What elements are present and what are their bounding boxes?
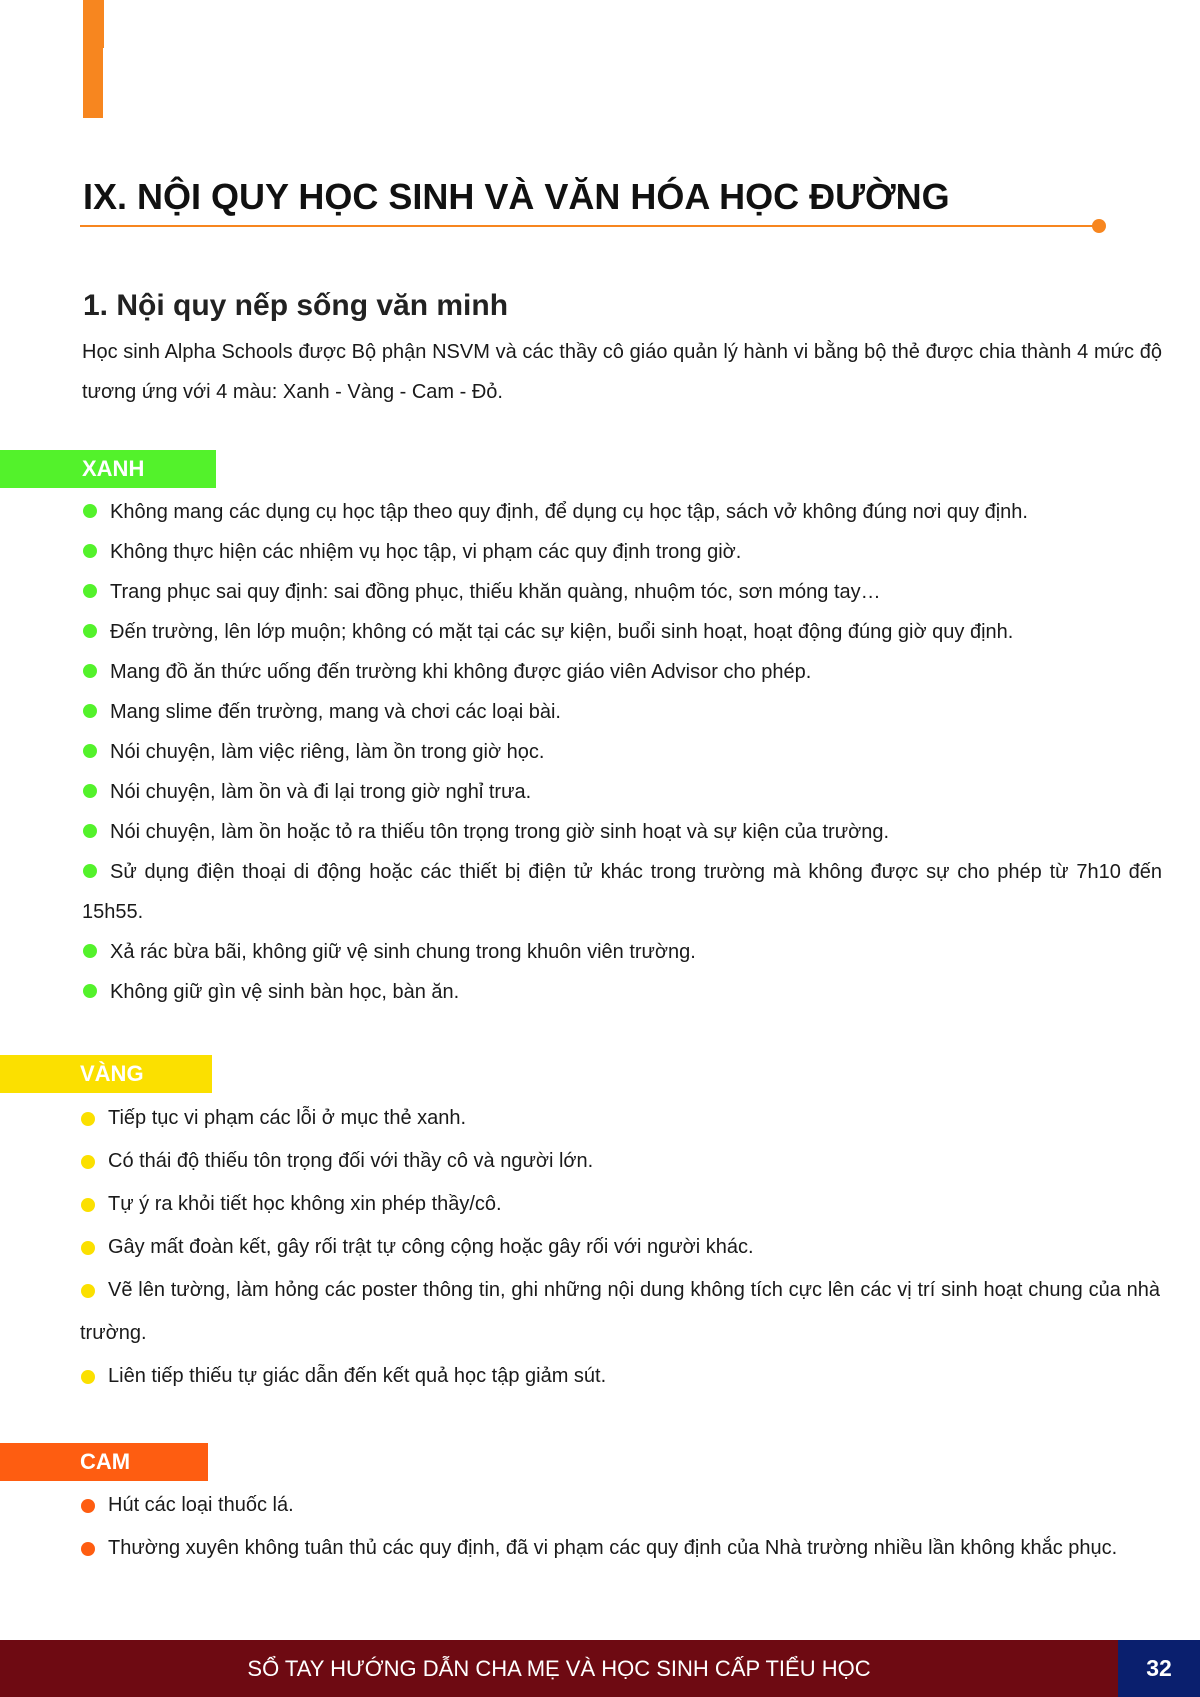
green-bullet-icon	[83, 784, 97, 798]
list-item	[80, 1226, 1160, 1269]
rule-text: Vẽ lên tường, làm hỏng các poster thông tin, ghi những nội dung không tích cực lên các vị trí sinh hoạt chung của nhà trường.	[80, 1279, 1160, 1344]
rule-text: Nói chuyện, làm ồn hoặc tỏ ra thiếu tôn trọng trong giờ sinh hoạt và sự kiện của trường.	[110, 821, 889, 843]
green-bullet-icon	[83, 864, 97, 878]
green-bullet-icon	[83, 584, 97, 598]
yellow-bullet-icon	[81, 1155, 95, 1169]
rule-text: Trang phục sai quy định: sai đồng phục, thiếu khăn quàng, nhuộm tóc, sơn móng tay…	[110, 581, 881, 603]
footer-title: SỔ TAY HƯỚNG DẪN CHA MẸ VÀ HỌC SINH CẤP TIỂU HỌC	[247, 1656, 871, 1681]
list-item	[80, 1097, 1160, 1140]
rule-text: Nói chuyện, làm việc riêng, làm ồn trong giờ học.	[110, 741, 545, 763]
level-label-green: XANH	[0, 450, 216, 488]
orange-bullet-icon	[81, 1542, 95, 1556]
green-bullet-icon	[83, 744, 97, 758]
green-bullet-icon	[83, 824, 97, 838]
orange-bullet-icon	[81, 1499, 95, 1513]
green-bullet-icon	[83, 944, 97, 958]
yellow-bullet-icon	[81, 1112, 95, 1126]
yellow-bullet-icon	[81, 1284, 95, 1298]
list-item	[82, 732, 1162, 772]
title-underline	[80, 225, 1100, 227]
green-bullet-icon	[83, 704, 97, 718]
green-bullet-icon	[83, 544, 97, 558]
yellow-bullet-icon	[81, 1241, 95, 1255]
list-item	[80, 1355, 1160, 1398]
list-item	[80, 1140, 1160, 1183]
rule-text: Mang đồ ăn thức uống đến trường khi không được giáo viên Advisor cho phép.	[110, 661, 812, 683]
rule-text: Gây mất đoàn kết, gây rối trật tự công cộng hoặc gây rối với người khác.	[108, 1236, 754, 1258]
yellow-bullet-icon	[81, 1198, 95, 1212]
list-item	[82, 972, 1162, 1012]
list-item	[82, 652, 1162, 692]
list-item	[80, 1527, 1160, 1570]
section-heading: 1. Nội quy nếp sống văn minh	[83, 289, 509, 322]
rule-list-green	[82, 492, 1162, 1012]
green-bullet-icon	[83, 984, 97, 998]
rule-text: Không giữ gìn vệ sinh bàn học, bàn ăn.	[110, 981, 460, 1003]
rule-text: Tiếp tục vi phạm các lỗi ở mục thẻ xanh.	[108, 1107, 467, 1129]
green-bullet-icon	[83, 504, 97, 518]
list-item	[82, 692, 1162, 732]
rule-text: Không thực hiện các nhiệm vụ học tập, vi phạm các quy định trong giờ.	[110, 541, 742, 563]
title-underline-dot	[1092, 219, 1106, 233]
rule-text: Không mang các dụng cụ học tập theo quy định, để dụng cụ học tập, sách vở không đúng nơi quy định.	[110, 501, 1028, 523]
rule-text: Sử dụng điện thoại di động hoặc các thiết bị điện tử khác trong trường mà không được sự cho phép từ 7h10 đến 15h55.	[82, 861, 1162, 923]
list-item	[82, 932, 1162, 972]
list-item	[82, 492, 1162, 532]
intro-paragraph: Học sinh Alpha Schools được Bộ phận NSVM và các thầy cô giáo quản lý hành vi bằng bộ thẻ được chia thành 4 mức độ tương ứng với 4 màu: Xanh - Vàng - Cam - Đỏ.	[82, 341, 1162, 403]
rule-text: Liên tiếp thiếu tự giác dẫn đến kết quả học tập giảm sút.	[108, 1365, 607, 1387]
rule-text: Đến trường, lên lớp muộn; không có mặt tại các sự kiện, buổi sinh hoạt, hoạt động đúng giờ quy định.	[110, 621, 1014, 643]
list-item	[82, 852, 1162, 932]
page-title: IX. NỘI QUY HỌC SINH VÀ VĂN HÓA HỌC ĐƯỜNG	[83, 176, 950, 217]
rule-text: Mang slime đến trường, mang và chơi các loại bài.	[110, 701, 561, 723]
rule-list-yellow	[80, 1097, 1160, 1398]
list-item	[80, 1269, 1160, 1355]
rule-text: Hút các loại thuốc lá.	[108, 1494, 294, 1516]
rule-text: Nói chuyện, làm ồn và đi lại trong giờ nghỉ trưa.	[110, 781, 532, 803]
page-number: 32	[1118, 1640, 1200, 1697]
rule-text: Xả rác bừa bãi, không giữ vệ sinh chung trong khuôn viên trường.	[110, 941, 696, 963]
list-item	[82, 572, 1162, 612]
level-label-orange: CAM	[0, 1443, 208, 1481]
list-item	[82, 612, 1162, 652]
rule-text: Tự ý ra khỏi tiết học không xin phép thầy/cô.	[108, 1193, 502, 1215]
rule-text: Có thái độ thiếu tôn trọng đối với thầy cô và người lớn.	[108, 1150, 594, 1172]
list-item	[80, 1484, 1160, 1527]
green-bullet-icon	[83, 664, 97, 678]
corner-accent-bar	[83, 0, 103, 118]
level-label-yellow: VÀNG	[0, 1055, 212, 1093]
rule-text: Thường xuyên không tuân thủ các quy định, đã vi phạm các quy định của Nhà trường nhiều lần không khắc phục.	[108, 1537, 1118, 1559]
list-item	[82, 532, 1162, 572]
green-bullet-icon	[83, 624, 97, 638]
corner-accent-line	[101, 0, 104, 48]
list-item	[82, 772, 1162, 812]
footer-bar	[0, 1640, 1118, 1697]
rule-list-orange	[80, 1484, 1160, 1570]
list-item	[82, 812, 1162, 852]
list-item	[80, 1183, 1160, 1226]
yellow-bullet-icon	[81, 1370, 95, 1384]
